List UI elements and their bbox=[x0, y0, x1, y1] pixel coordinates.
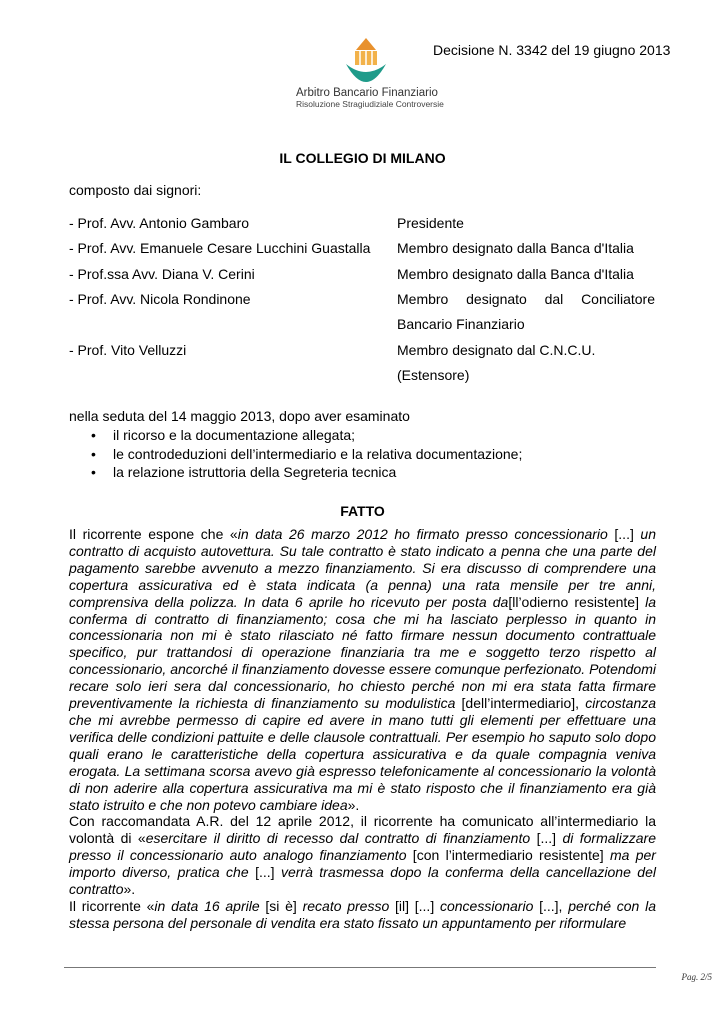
text-run: [con l’intermediario resistente] bbox=[406, 847, 610, 864]
text-run: [il] [...] bbox=[389, 897, 440, 914]
member-name: - Prof. Avv. Antonio Gambaro bbox=[69, 215, 250, 231]
italic-text-run: ma per importo diverso, pratica che bbox=[69, 847, 656, 881]
member-name: - Prof. Avv. Nicola Rondinone bbox=[69, 291, 251, 307]
paragraph bbox=[69, 813, 656, 898]
member-role-line: (Estensore) bbox=[397, 367, 470, 383]
text-run: Il ricorrente « bbox=[69, 897, 155, 914]
italic-text-run: in data 26 marzo 2012 ho firmato presso concessionario bbox=[237, 526, 608, 542]
member-name: - Prof.ssa Avv. Diana V. Cerini bbox=[69, 266, 255, 282]
italic-text-run: circostanza che mi avrebbe permesso di capire ed avere in mano tutti gli elementi per effettuare una verifica delle condizioni pattuite e delle clausole contrattuali. Per esempio ho saputo solo dopo quali erano le caratteristiche della copertura assicurativa e da quale compagnia veniva erogata. La settimana scorsa avevo già espresso telefonicamente al concessionario la volontà di non aderire alla copertura assicurativa ma mi è stato risposto che il finanziamento era già stato istruito e che non potevo cambiare idea bbox=[69, 695, 657, 813]
text-run: [...] bbox=[607, 526, 641, 542]
member-name: - Prof. Vito Velluzzi bbox=[69, 342, 187, 358]
paragraph bbox=[69, 526, 656, 813]
text-run: [...] bbox=[248, 864, 281, 881]
member-role: Presidente bbox=[397, 215, 464, 231]
text-run: [...] bbox=[530, 830, 563, 847]
member-role-line: Membro designato dal Conciliatore bbox=[397, 291, 655, 307]
text-run: [si è] bbox=[259, 897, 303, 914]
member-role bbox=[397, 287, 655, 337]
italic-text-run: di formalizzare presso il concessionario auto analogo finanziamento bbox=[69, 830, 656, 864]
italic-text-run: concessionario bbox=[439, 897, 534, 914]
logo-subtitle: Risoluzione Stragiudiziale Controversie bbox=[296, 99, 444, 109]
page-title: IL COLLEGIO DI MILANO bbox=[279, 150, 446, 166]
abf-logo bbox=[296, 36, 444, 109]
paragraph bbox=[69, 898, 656, 932]
text-run: ». bbox=[123, 881, 136, 898]
italic-text-run: perché con la stessa persona del personale di vendita era stato fissato un appuntamento per riformulare bbox=[69, 897, 656, 931]
italic-text-run: esercitare il diritto di recesso dal contratto di finanziamento bbox=[145, 830, 531, 847]
text-run: ». bbox=[347, 796, 360, 813]
member-name: - Prof. Avv. Emanuele Cesare Lucchini Guastalla bbox=[69, 240, 371, 256]
list-item: • la relazione istruttoria della Segreteria tecnica bbox=[69, 463, 522, 482]
member-role bbox=[397, 338, 655, 388]
composed-intro: composto dai signori: bbox=[69, 182, 202, 198]
logo-name: Arbitro Bancario Finanziario bbox=[296, 87, 438, 99]
text-run: [...], bbox=[533, 897, 569, 914]
member-role: Membro designato dalla Banca d'Italia bbox=[397, 266, 634, 282]
list-item: • le controdeduzioni dell’intermediario e la relativa documentazione; bbox=[69, 445, 522, 464]
examined-list bbox=[69, 426, 522, 482]
list-item: • il ricorso e la documentazione allegata; bbox=[69, 426, 522, 445]
member-role-line: Bancario Finanziario bbox=[397, 316, 525, 332]
member-role: Membro designato dalla Banca d'Italia bbox=[397, 240, 634, 256]
page-number: Pag. 2/5 bbox=[681, 972, 712, 982]
abf-emblem-icon bbox=[338, 36, 394, 84]
section-heading: FATTO bbox=[340, 503, 385, 519]
text-run: [dell’intermediario], bbox=[455, 695, 586, 712]
italic-text-run: un contratto di acquisto autovettura. Su tale contratto è stato indicato a penna che una parte del pagamento sarebbe avvenuto a mezzo finanziamento. Si era discusso di comprendere una copertura assicurativa ed è stata indicata (a penna) una rata mensile per tre anni, comprensiva della polizza. In data 6 aprile ho ricevuto per posta da bbox=[69, 526, 656, 610]
text-run: Con raccomandata A.R. del 12 aprile 2012, il ricorrente ha comunicato all’intermediario la volontà di « bbox=[69, 813, 656, 847]
italic-text-run: verrà trasmessa dopo la conferma della cancellazione del contratto bbox=[69, 864, 656, 898]
italic-text-run: la conferma di contratto di finanziamento; cosa che mi ha lasciato perplesso in quanto in concessionaria non mi è stato rilasciato né fatto firmare nessun documento contrattuale specifico, pur trattandosi di operazione finanziaria tra me e soggetto terzo rispetto al concessionario, ancorché il finanziamento dovesse essere comunque perfezionato. Potendomi recare solo ieri sera dal concessionario, ho chiesto perché non mi era stata fatta firmare preventivamente la richiesta di finanziamento su modulistica bbox=[69, 593, 656, 712]
footer-divider bbox=[64, 967, 656, 968]
session-intro: nella seduta del 14 maggio 2013, dopo aver esaminato bbox=[69, 408, 410, 424]
italic-text-run: in data 16 aprile bbox=[154, 897, 260, 914]
member-role-line: Membro designato dal C.N.C.U. bbox=[397, 342, 596, 358]
body-text bbox=[69, 526, 656, 932]
italic-text-run: recato presso bbox=[302, 897, 390, 914]
text-run: [ll’odierno resistente] bbox=[508, 593, 646, 610]
decision-number: Decisione N. 3342 del 19 giugno 2013 bbox=[433, 42, 671, 58]
text-run: Il ricorrente espone che « bbox=[69, 526, 238, 542]
